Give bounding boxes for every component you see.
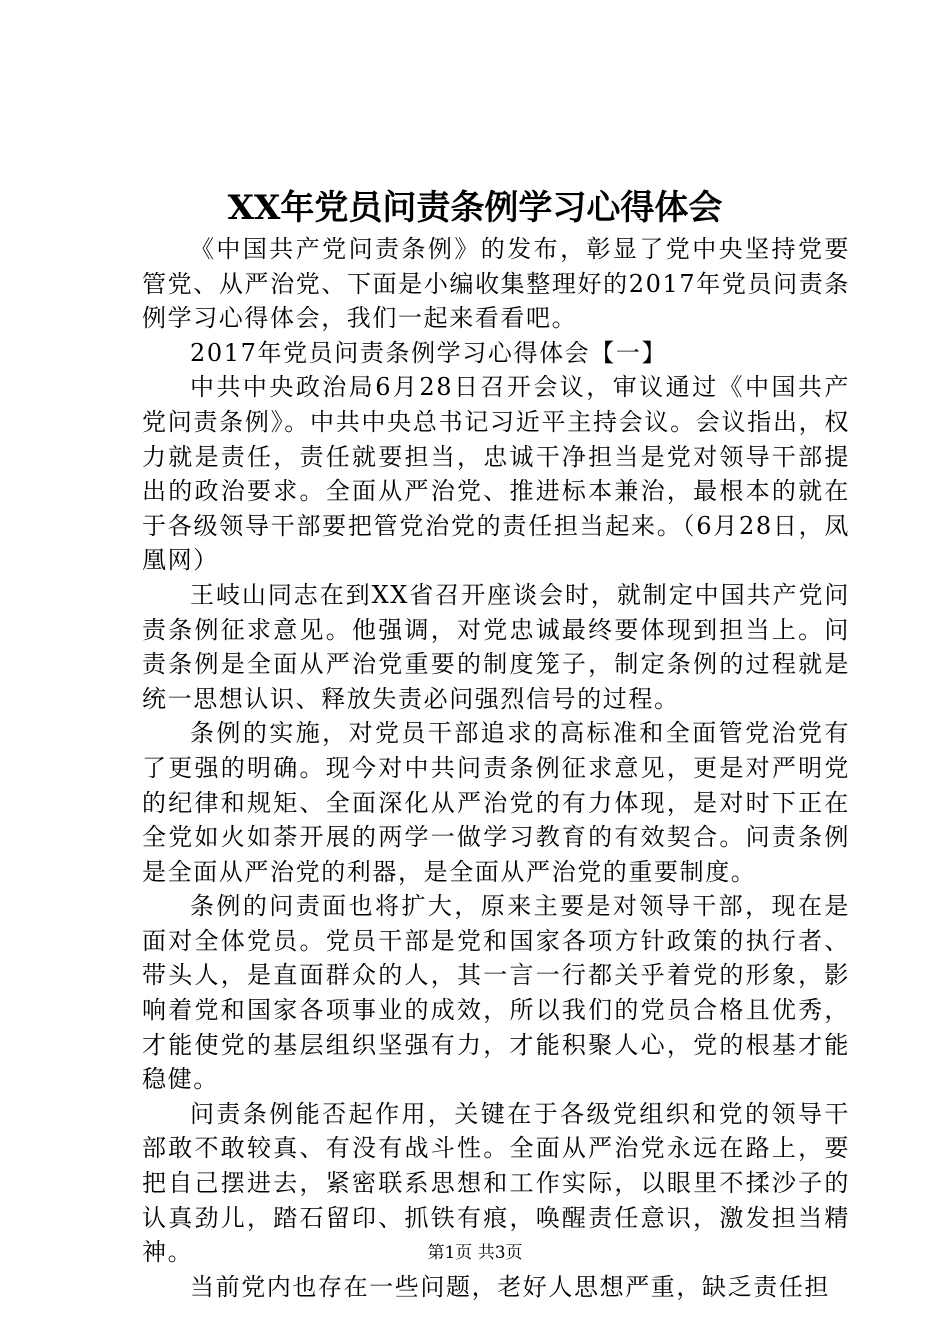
paragraph: 中共中央政治局6月28日召开会议，审议通过《中国共产党问责条例》。中共中央总书记习近平主持会议。会议指出，权力就是责任，责任就要担当，忠诚干净担当是党对领导干部提出的政治要求。全面从严治党、推进标本兼治，最根本的就在于各级领导干部要把管党治党的责任担当起来。（6月28日，凤凰网） [142,373,850,575]
page-number-footer: 第1页 共3页 [427,1243,523,1263]
paragraph: 条例的实施，对党员干部追求的高标准和全面管党治党有了更强的明确。现今对中共问责条例征求意见，更是对严明党的纪律和规矩、全面深化从严治党的有力体现，是对时下正在全党如火如荼开展的两学一做学习教育的有效契合。问责条例是全面从严治党的利器，是全面从严治党的重要制度。 [142,719,850,886]
document-title: XX年党员问责条例学习心得体会 [227,188,723,228]
document-body [142,232,850,1304]
paragraph: 王岐山同志在到XX省召开座谈会时，就制定中国共产党问责条例征求意见。他强调，对党忠诚最终要体现到担当上。问责条例是全面从严治党重要的制度笼子，制定条例的过程就是统一思想认识、释放失责必问强烈信号的过程。 [142,580,850,713]
section-heading: 2017年党员问责条例学习心得体会【一】 [190,338,668,367]
paragraph: 条例的问责面也将扩大，原来主要是对领导干部，现在是面对全体党员。党员干部是党和国家各项方针政策的执行者、带头人，是直面群众的人，其一言一行都关乎着党的形象，影响着党和国家各项事业的成效，所以我们的党员合格且优秀，才能使党的基层组织坚强有力，才能积聚人心，党的根基才能稳健。 [142,892,850,1094]
paragraph: 当前党内也存在一些问题，老好人思想严重，缺乏责任担 [190,1272,830,1301]
paragraph: 问责条例能否起作用，关键在于各级党组织和党的领导干部敢不敢较真、有没有战斗性。全面从严治党永远在路上，要把自己摆进去，紧密联系思想和工作实际，以眼里不揉沙子的认真劲儿，踏石留印、抓铁有痕，唤醒责任意识，激发担当精神。 [142,1099,850,1267]
paragraph-intro: 《中国共产党问责条例》的发布，彰显了党中央坚持党要管党、从严治党、下面是小编收集整理好的2017年党员问责条例学习心得体会，我们一起来看看吧。 [142,235,850,333]
